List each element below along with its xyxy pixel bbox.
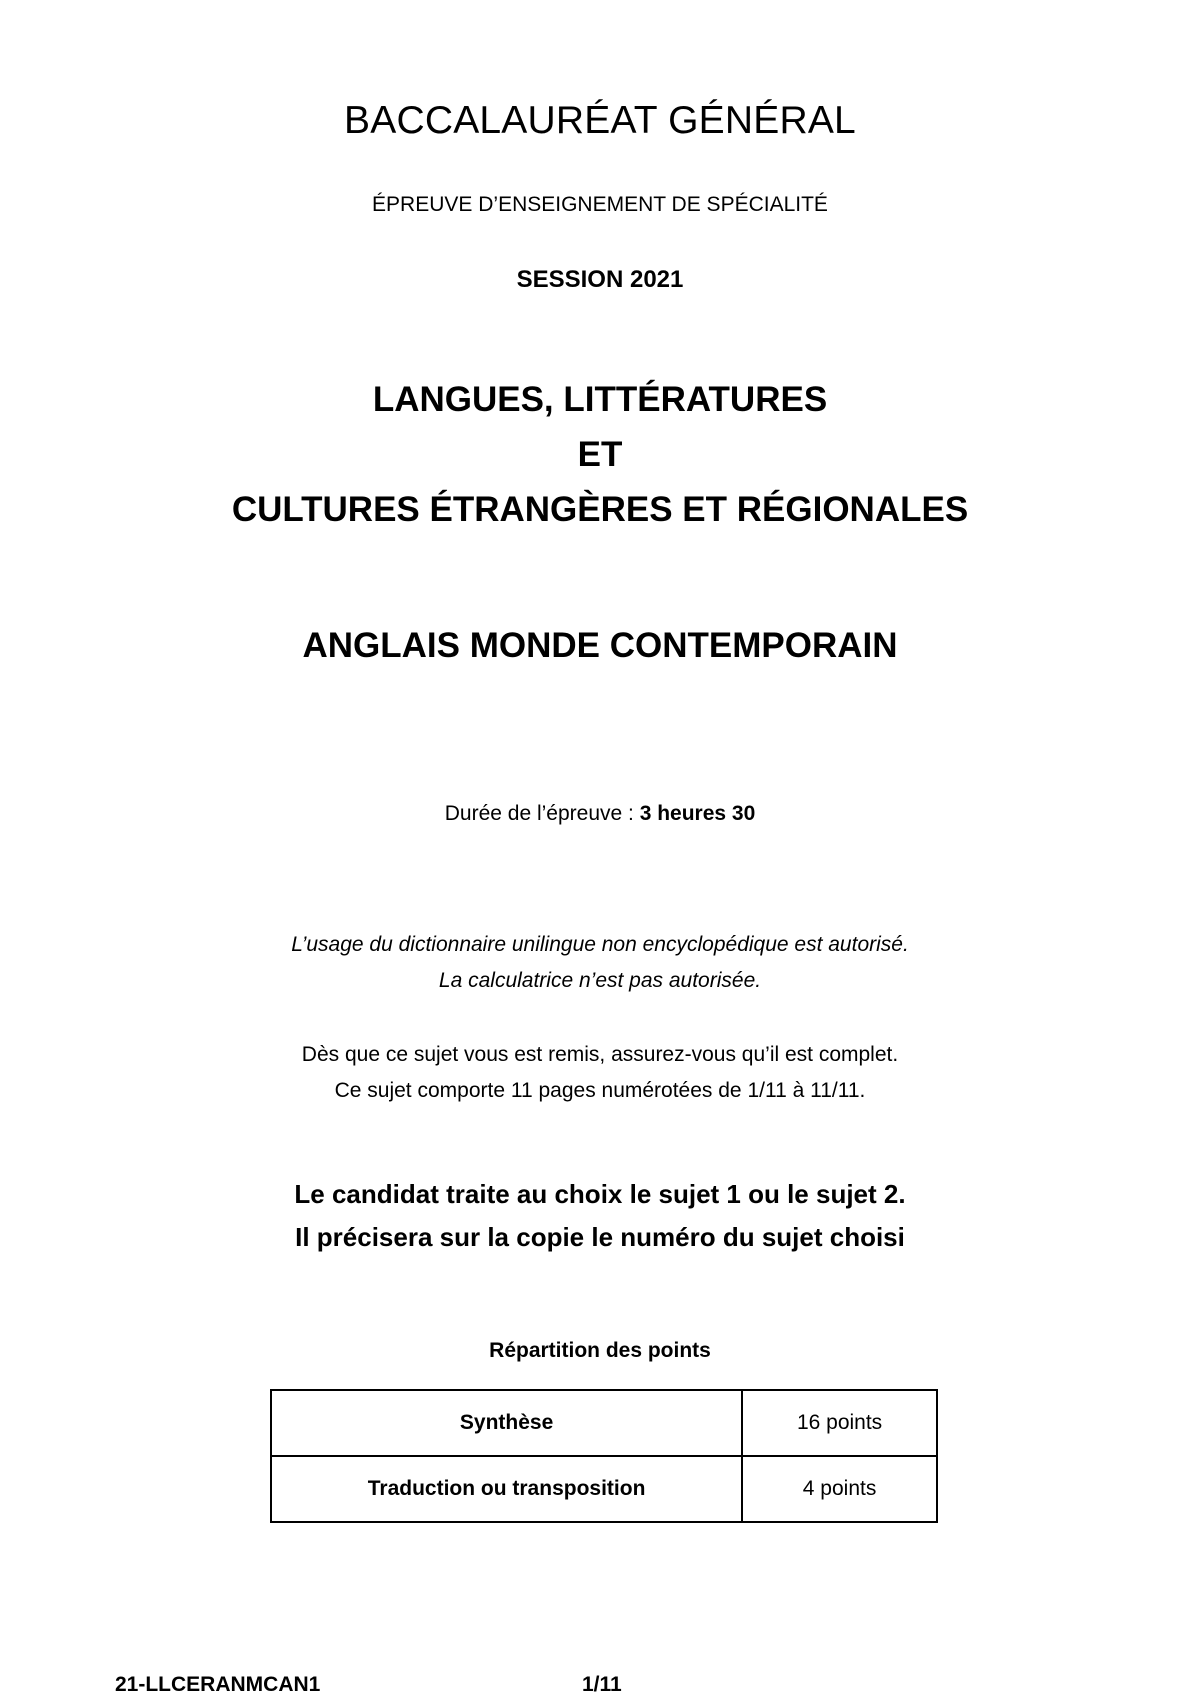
subject-number-instruction: Il précisera sur la copie le numéro du sujet choisi (295, 1222, 905, 1252)
page-number: 1/11 (582, 1673, 622, 1696)
points-row-label: Synthèse (271, 1390, 742, 1456)
exam-subtitle: ÉPREUVE D’ENSEIGNEMENT DE SPÉCIALITÉ (372, 193, 828, 216)
language-title: ANGLAIS MONDE CONTEMPORAIN (302, 626, 898, 665)
points-table-title: Répartition des points (489, 1339, 711, 1362)
duration-value: 3 heures 30 (639, 802, 756, 825)
exam-duration (0, 800, 1200, 828)
subject-line-1: LANGUES, LITTÉRATURES (372, 380, 828, 419)
table-row (271, 1390, 937, 1456)
dictionary-rule: L’usage du dictionnaire unilingue non encyclopédique est autorisé. (291, 933, 909, 956)
duration-label: Durée de l’épreuve : (444, 802, 640, 825)
session-label: SESSION 2021 (516, 266, 684, 293)
calculator-rule: La calculatrice n’est pas autorisée. (438, 969, 762, 992)
exam-title: BACCALAURÉAT GÉNÉRAL (344, 99, 856, 142)
points-row-value: 16 points (742, 1390, 937, 1456)
points-row-value: 4 points (742, 1456, 937, 1522)
subject-line-2: ET (577, 435, 623, 474)
points-row-label: Traduction ou transposition (271, 1456, 742, 1522)
table-row (271, 1456, 937, 1522)
subject-choice-instruction: Le candidat traite au choix le sujet 1 ou le sujet 2. (294, 1179, 906, 1209)
exam-code: 21-LLCERANMCAN1 (115, 1673, 321, 1696)
completeness-notice: Dès que ce sujet vous est remis, assurez-vous qu’il est complet. (301, 1043, 899, 1066)
subject-line-3: CULTURES ÉTRANGÈRES ET RÉGIONALES (231, 490, 969, 529)
page-count-notice: Ce sujet comporte 11 pages numérotées de 1/11 à 11/11. (334, 1079, 866, 1102)
points-table (270, 1389, 938, 1523)
